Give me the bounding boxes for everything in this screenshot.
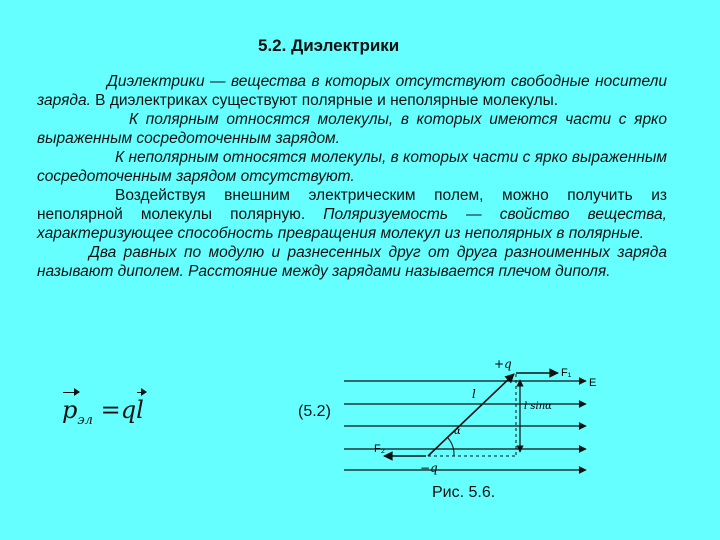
plus-q-label: +q — [494, 357, 512, 371]
formula-equals: = — [100, 396, 121, 424]
molecules-text: В диэлектриках существуют полярные и неполярные молекулы. — [90, 92, 559, 109]
alpha-label: α — [454, 426, 461, 437]
paragraph-definition — [37, 72, 667, 110]
definition-text: Диэлектрики — вещества в которых отсутствуют свободные носители заряда. — [37, 73, 667, 109]
body-text — [37, 72, 667, 281]
figure-caption: Рис. 5.6. — [432, 484, 496, 501]
dipole-figure — [336, 352, 606, 477]
formula-q: q — [120, 396, 137, 424]
l-sin-alpha-label: l sinα — [524, 401, 552, 412]
paragraph-dipole: Два равных по модулю и разнесенных друг от друга разноименных заряда называют диполем. Расстояние между зарядами называется плечом диполя. — [37, 244, 667, 280]
paragraph-nonpolar: К неполярным относятся молекулы, в которых части с ярко выраженным сосредоточенным зарядом отсутствуют. — [37, 149, 667, 185]
formula-p-vector: p — [62, 396, 78, 424]
l-label: l — [472, 387, 476, 401]
polarizability-text: Поляризуемость — свойство вещества, характеризующее способность превращения молекул из неполярных в полярные. — [37, 206, 667, 242]
dipole-arm-vector — [428, 374, 514, 456]
section-title: 5.2. Диэлектрики — [258, 36, 400, 55]
field-text: Воздействуя внешним электрическим полем, можно получить из неполярной молекулы полярную. — [37, 187, 667, 223]
formula-subscript: эл — [77, 412, 93, 428]
f1-label: F₁ — [561, 367, 572, 379]
dipole-formula — [62, 396, 144, 428]
e-label: E — [589, 377, 597, 389]
formula-l-vector: l — [136, 396, 144, 424]
angle-arc — [448, 438, 454, 456]
paragraph-polarizability — [37, 186, 667, 243]
paragraph-polar: К полярным относятся молекулы, в которых имеются части с ярко выраженным сосредоточенным зарядом. — [37, 111, 667, 147]
equation-number: (5.2) — [298, 403, 331, 420]
f2-label: F₂ — [374, 443, 385, 455]
minus-q-label: −q — [420, 461, 438, 475]
